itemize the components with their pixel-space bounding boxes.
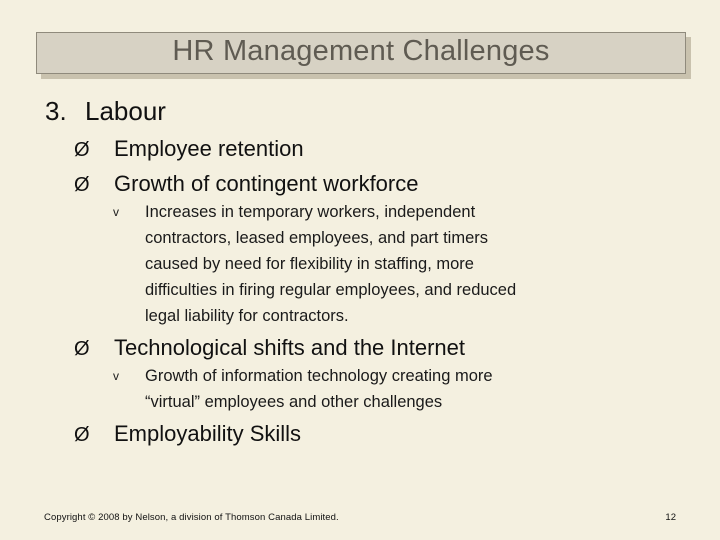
bullet-text: Technological shifts and the Internet <box>114 335 466 360</box>
bullet-item <box>74 421 301 447</box>
section-heading <box>45 96 166 127</box>
bullet-item <box>74 335 465 361</box>
section-number: 3. <box>45 96 67 126</box>
arrow-bullet-icon: Ø <box>74 424 90 446</box>
footer-copyright: Copyright © 2008 by Nelson, a division of Thomson Canada Limited. <box>44 512 339 523</box>
sub-bullet-item <box>113 363 535 415</box>
sub-bullet-text: Growth of information technology creating more “virtual” employees and other challenges <box>145 367 493 411</box>
page-number: 12 <box>665 512 676 523</box>
bullet-text: Employee retention <box>114 136 304 161</box>
sub-bullet-text: Increases in temporary workers, independent contractors, leased employees, and part timers caused by need for flexibility in staffing, more difficulties in firing regular employees, and reduced legal liability for contractors. <box>145 203 517 325</box>
section-label: Labour <box>85 96 166 126</box>
slide-title: HR Management Challenges <box>172 34 550 67</box>
diamond-bullet-icon: v <box>113 205 119 219</box>
bullet-item <box>74 171 418 197</box>
bullet-text: Growth of contingent workforce <box>114 171 419 196</box>
arrow-bullet-icon: Ø <box>74 338 90 360</box>
arrow-bullet-icon: Ø <box>74 139 90 161</box>
bullet-text: Employability Skills <box>114 421 302 446</box>
title-box <box>36 32 686 74</box>
diamond-bullet-icon: v <box>113 369 119 383</box>
bullet-item <box>74 136 304 162</box>
arrow-bullet-icon: Ø <box>74 174 90 196</box>
sub-bullet-item <box>113 199 545 329</box>
